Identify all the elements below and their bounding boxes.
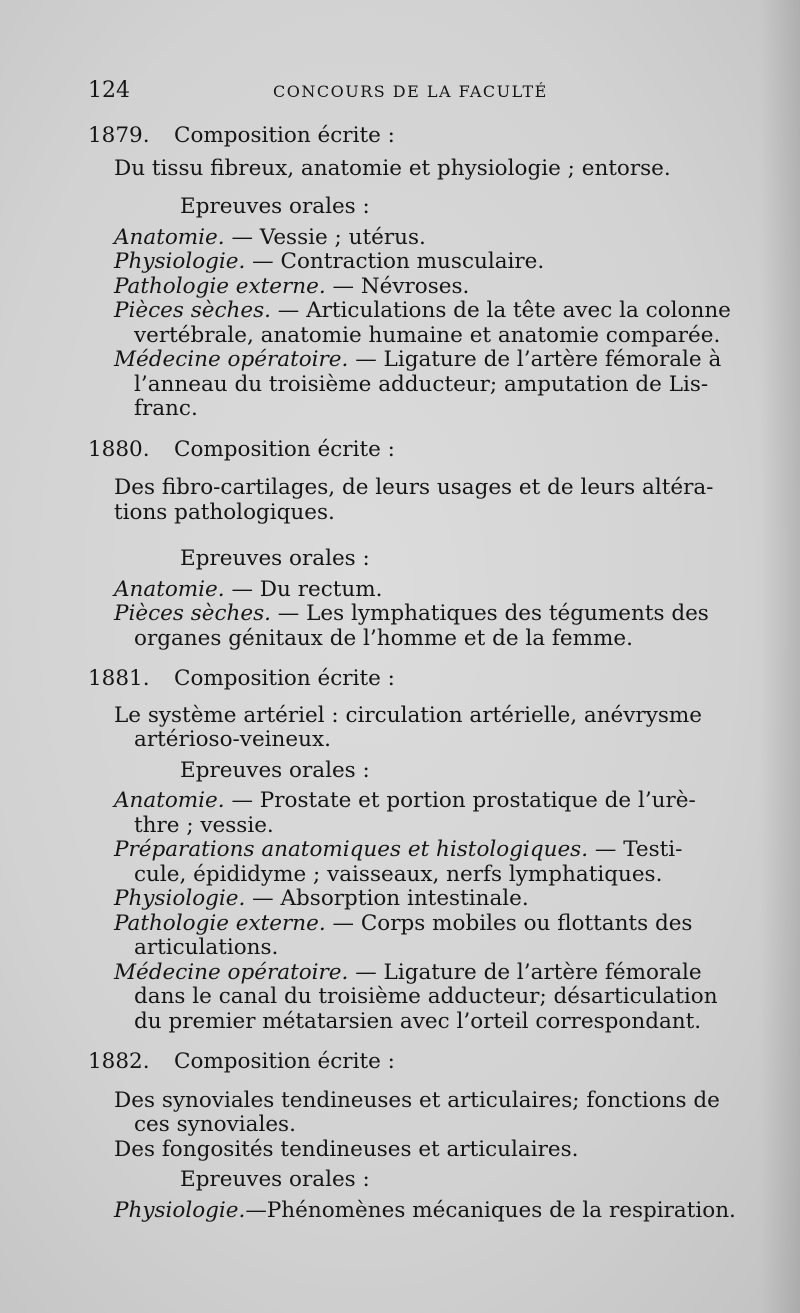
year-number: 1882. bbox=[88, 1049, 150, 1074]
year-1880-heading bbox=[88, 438, 736, 463]
entry-continuation: franc. bbox=[134, 396, 198, 421]
year-number: 1880. bbox=[88, 436, 150, 462]
composition-label: Composition écrite : bbox=[174, 1049, 395, 1074]
year-1881-heading bbox=[88, 667, 736, 692]
entry-continuation: cule, épididyme ; vaisseaux, nerfs lymphatiques. bbox=[134, 861, 663, 887]
entry-text: — Testi- bbox=[588, 837, 683, 862]
year-number: 1879. bbox=[88, 123, 150, 148]
composition-text bbox=[88, 704, 736, 753]
orales-heading: Epreuves orales : bbox=[180, 194, 370, 219]
composition-label: Composition écrite : bbox=[174, 436, 395, 462]
year-1882-heading bbox=[88, 1050, 736, 1075]
entry-continuation: thre ; vessie. bbox=[134, 812, 274, 838]
entry-continuation: du premier métatarsien avec l’orteil correspondant. bbox=[134, 1008, 702, 1034]
page-header bbox=[88, 78, 738, 108]
entry-label: Physiologie. bbox=[114, 886, 246, 911]
page-number: 124 bbox=[88, 78, 130, 103]
entry-text: — Contraction musculaire. bbox=[245, 249, 545, 274]
entry-label: Médecine opératoire. bbox=[114, 347, 349, 372]
entry-text: — Absorption intestinale. bbox=[245, 886, 529, 911]
exam-entry bbox=[88, 226, 736, 251]
orales-heading: Epreuves orales : bbox=[180, 757, 370, 783]
page-content bbox=[88, 118, 736, 1223]
entry-text: — Névroses. bbox=[325, 273, 470, 299]
entry-label: Pièces sèches. bbox=[114, 601, 271, 626]
composition-label: Composition écrite : bbox=[174, 666, 395, 691]
exam-entry bbox=[88, 789, 736, 838]
entry-text: — Prostate et portion prostatique de l’urè- bbox=[224, 788, 696, 813]
composition-line: Des synoviales tendineuses et articulaires; fonctions de bbox=[114, 1087, 720, 1113]
composition-line: artérioso-veineux. bbox=[134, 727, 331, 752]
entry-continuation: vertébrale, anatomie humaine et anatomie comparée. bbox=[134, 322, 721, 348]
composition-line: ces synoviales. bbox=[134, 1112, 296, 1137]
composition-label: Composition écrite : bbox=[174, 123, 395, 148]
exam-entry bbox=[88, 887, 736, 912]
year-1879-heading bbox=[88, 124, 736, 149]
entry-text: — Corps mobiles ou flottants des bbox=[325, 910, 693, 936]
entry-label: Pathologie externe. bbox=[114, 910, 326, 936]
exam-entry bbox=[88, 578, 736, 603]
entry-label: Médecine opératoire. bbox=[114, 959, 349, 985]
exam-entry bbox=[88, 299, 736, 348]
running-title: CONCOURS DE LA FACULTÉ bbox=[273, 82, 548, 101]
entry-continuation: organes génitaux de l’homme et de la femme. bbox=[134, 625, 633, 651]
entry-label: Physiologie. bbox=[114, 1197, 246, 1223]
exam-entry bbox=[88, 348, 736, 422]
entry-text: — Ligature de l’artère fémorale bbox=[348, 959, 702, 985]
entry-label: Préparations anatomiques et histologiques. bbox=[114, 837, 589, 862]
exam-entry bbox=[88, 602, 736, 651]
exam-entry bbox=[88, 250, 736, 275]
entry-text: — Vessie ; utérus. bbox=[224, 224, 426, 250]
composition-line: Le système artériel : circulation artérielle, anévrysme bbox=[114, 702, 702, 728]
entry-text: — Les lymphatiques des téguments des bbox=[270, 601, 709, 626]
composition-line: Des fibro-cartilages, de leurs usages et de leurs altéra- bbox=[114, 475, 714, 500]
entry-label: Anatomie. bbox=[114, 576, 225, 602]
entry-label: Anatomie. bbox=[114, 788, 225, 813]
exam-entry bbox=[88, 912, 736, 961]
entry-text: —Phénomènes mécaniques de la respiration. bbox=[245, 1197, 736, 1223]
exam-entry bbox=[88, 961, 736, 1035]
entry-label: Pathologie externe. bbox=[114, 273, 326, 299]
composition-text: Du tissu fibreux, anatomie et physiologie ; entorse. bbox=[114, 155, 671, 181]
exam-entry bbox=[88, 838, 736, 887]
orales-heading: Epreuves orales : bbox=[180, 546, 370, 571]
composition-text bbox=[88, 1089, 736, 1163]
exam-entry bbox=[88, 1199, 736, 1224]
entry-continuation: l’anneau du troisième adducteur; amputation de Lis- bbox=[134, 371, 709, 397]
entry-continuation: dans le canal du troisième adducteur; désarticulation bbox=[134, 984, 718, 1009]
orales-heading: Epreuves orales : bbox=[180, 1167, 370, 1192]
entry-text: — Articulations de la tête avec la colonne bbox=[270, 298, 731, 323]
year-number: 1881. bbox=[88, 666, 150, 691]
composition-line: tions pathologiques. bbox=[114, 499, 335, 525]
exam-entry bbox=[88, 275, 736, 300]
entry-label: Physiologie. bbox=[114, 249, 246, 274]
entry-text: — Ligature de l’artère fémorale à bbox=[348, 347, 722, 372]
entry-text: — Du rectum. bbox=[224, 576, 383, 602]
composition-line: Des fongosités tendineuses et articulaires. bbox=[114, 1136, 579, 1162]
entry-label: Anatomie. bbox=[114, 224, 225, 250]
entry-continuation: articulations. bbox=[134, 935, 279, 960]
composition-text bbox=[88, 476, 736, 525]
entry-label: Pièces sèches. bbox=[114, 298, 271, 323]
